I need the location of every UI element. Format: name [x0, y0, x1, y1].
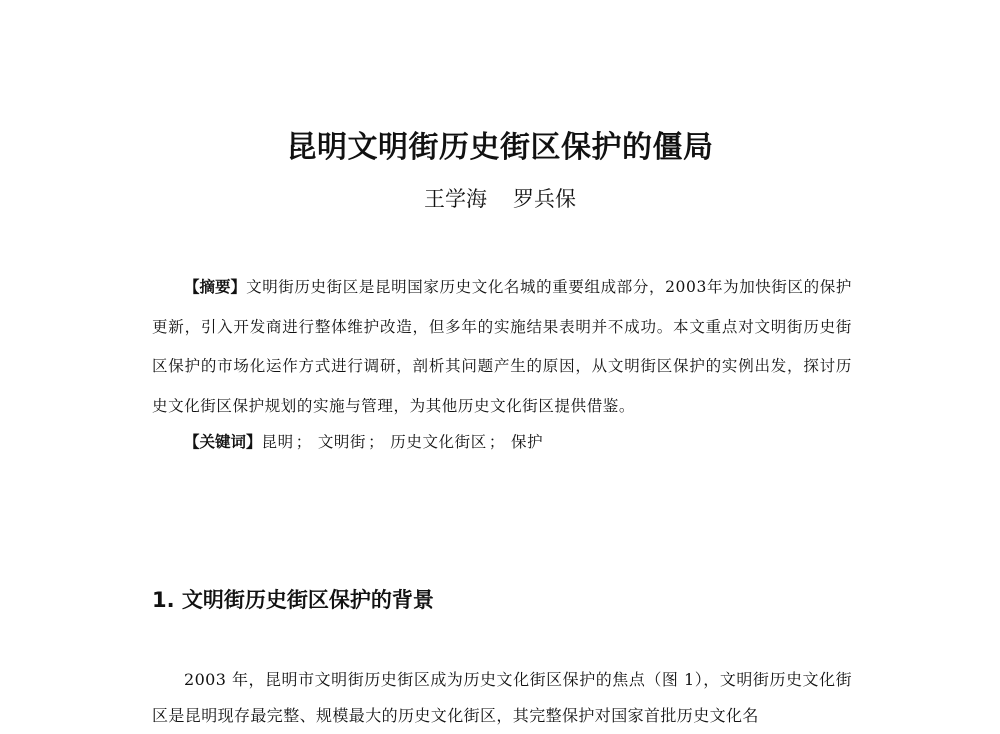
keyword-separator: ；	[295, 433, 312, 451]
paper-title: 昆明文明街历史街区保护的僵局	[286, 130, 714, 165]
keyword: 文明街	[317, 433, 367, 451]
keyword: 历史文化街区	[390, 433, 487, 451]
author-name: 罗兵保	[513, 187, 576, 211]
author-name: 王学海	[424, 187, 487, 211]
keyword: 昆明	[261, 433, 294, 451]
keyword: 保护	[510, 433, 544, 451]
section-heading: 1. 文明街历史街区保护的背景	[152, 588, 434, 612]
keywords-line	[184, 424, 543, 460]
abstract-label: 【摘要】	[184, 278, 247, 296]
author-line	[0, 184, 1000, 214]
keywords-label: 【关键词】	[184, 433, 262, 451]
keyword-separator: ；	[368, 433, 385, 451]
keyword-separator: ；	[488, 433, 505, 451]
abstract-paragraph	[152, 268, 852, 426]
body-paragraph: 2003 年，昆明市文明街历史街区成为历史文化街区保护的焦点（图 1），文明街历史文化街区是昆明现存最完整、规模最大的历史文化街区，其完整保护对国家首批历史文化名	[152, 670, 852, 725]
abstract-text: 文明街历史街区是昆明国家历史文化名城的重要组成部分，2003年为加快街区的保护更新，引入开发商进行整体维护改造，但多年的实施结果表明并不成功。本文重点对文明街历史街区保护的市场化运作方式进行调研，剖析其问题产生的原因，从文明街区保护的实例出发，探讨历史文化街区保护规划的实施与管理，为其他历史文化街区提供借鉴。	[152, 278, 852, 415]
